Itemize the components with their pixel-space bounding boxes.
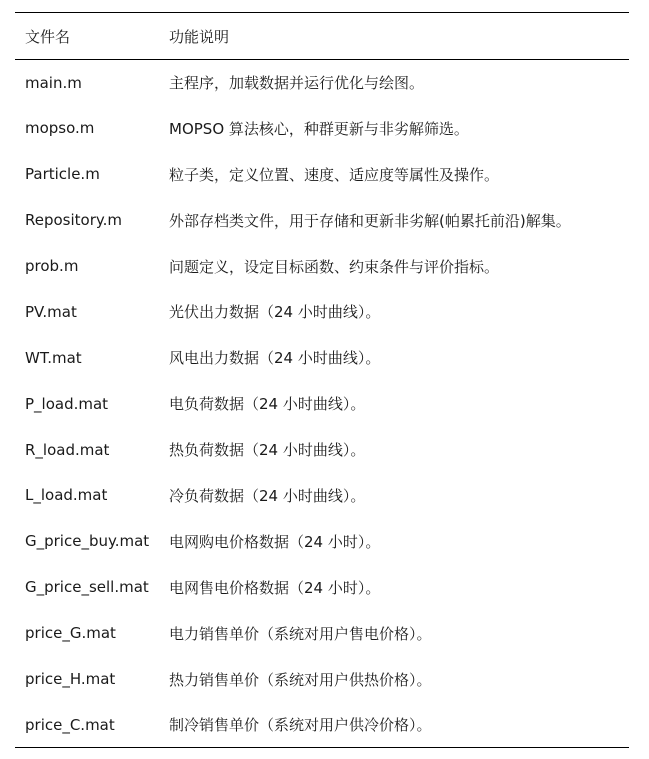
description-cell: 外部存档类文件，用于存储和更新非劣解(帕累托前沿)解集。 [169, 211, 571, 230]
description-cell: 电网购电价格数据（24 小时）。 [169, 532, 381, 551]
description-cell: 主程序，加载数据并运行优化与绘图。 [169, 74, 425, 93]
header-file-name: 文件名 [15, 13, 169, 60]
file-name-cell: L_load.mat [25, 486, 108, 505]
file-name-cell: Particle.m [25, 165, 100, 184]
file-name-cell: Repository.m [25, 211, 123, 230]
table-row [15, 105, 629, 151]
description-cell: 粒子类，定义位置、速度、适应度等属性及操作。 [169, 165, 500, 184]
description-cell: 热力销售单价（系统对用户供热价格）。 [169, 670, 432, 689]
description-cell: 电力销售单价（系统对用户售电价格）。 [169, 624, 432, 643]
table-row [15, 427, 629, 473]
file-name-cell: price_G.mat [25, 624, 116, 643]
description-cell: 电负荷数据（24 小时曲线）。 [169, 395, 366, 414]
file-name-cell: G_price_sell.mat [25, 578, 149, 597]
file-name-cell: price_C.mat [25, 715, 115, 734]
description-cell: 电网售电价格数据（24 小时）。 [169, 578, 381, 597]
description-cell: MOPSO 算法核心，种群更新与非劣解筛选。 [169, 119, 469, 138]
file-name-cell: prob.m [25, 257, 79, 275]
file-name-cell: price_H.mat [25, 670, 116, 689]
file-name-cell: R_load.mat [25, 440, 110, 459]
description-cell: 问题定义，设定目标函数、约束条件与评价指标。 [169, 257, 500, 276]
table-row [15, 289, 629, 335]
table-row [15, 518, 629, 564]
table-row [15, 335, 629, 381]
file-name-cell: G_price_buy.mat [25, 532, 150, 551]
file-name-cell: WT.mat [25, 348, 82, 367]
table-row [15, 473, 629, 519]
table-row [15, 610, 629, 656]
table-row [15, 197, 629, 243]
file-name-cell: PV.mat [25, 302, 77, 321]
table-body [15, 60, 629, 748]
table-header [15, 13, 629, 60]
file-name-cell: mopso.m [25, 119, 95, 138]
description-cell: 冷负荷数据（24 小时曲线）。 [169, 486, 366, 505]
table-row [15, 60, 629, 106]
header-row [15, 13, 629, 60]
file-name-cell: main.m [25, 73, 82, 92]
description-cell: 风电出力数据（24 小时曲线）。 [169, 349, 381, 368]
file-name-cell: P_load.mat [25, 394, 109, 413]
table-row [15, 243, 629, 289]
description-cell: 热负荷数据（24 小时曲线）。 [169, 441, 366, 460]
table-row [15, 151, 629, 197]
description-cell: 光伏出力数据（24 小时曲线）。 [169, 303, 381, 322]
table-row [15, 702, 629, 748]
table-row [15, 656, 629, 702]
description-cell: 制冷销售单价（系统对用户供冷价格）。 [169, 716, 432, 735]
file-description-table [15, 12, 629, 748]
table-row [15, 564, 629, 610]
header-description: 功能说明 [169, 13, 629, 60]
table-row [15, 381, 629, 427]
